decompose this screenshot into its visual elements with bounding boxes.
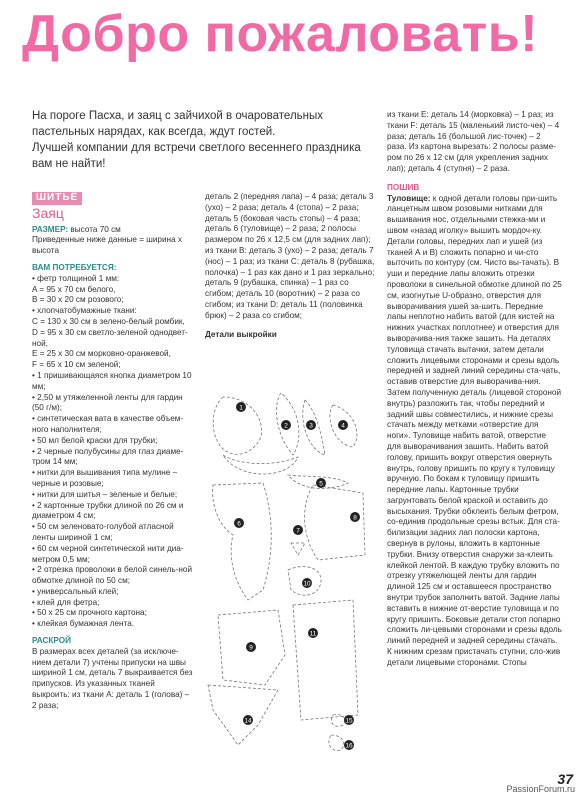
list-item: C = 130 x 30 см в зелено-белый ромбик, xyxy=(32,316,185,326)
column-left xyxy=(32,192,194,712)
piece-number-14: 14 xyxy=(244,717,252,725)
piece-number-2: 2 xyxy=(284,422,288,430)
list-item: • 1 пришивающаяся кнопка диаметром 10 мм; xyxy=(32,370,192,391)
list-item: • 50 мл белой краски для трубки; xyxy=(32,435,158,445)
piece-5-outline xyxy=(223,455,298,474)
site-watermark: PassionForum.ru xyxy=(506,784,575,794)
list-item: D = 95 x 30 см светло-зеленой однодвет-ной, xyxy=(32,327,188,348)
list-item: • универсальный клей; xyxy=(32,586,119,596)
pattern-label: Детали выкройки xyxy=(205,329,277,339)
list-item: • 50 x 25 см прочного картона; xyxy=(32,608,147,618)
intro-paragraph-1: На пороге Пасха, и заяц с зайчихой в очаровательных пастельных нарядах, как всегда, ждут гостей. xyxy=(32,110,324,138)
section-label: ШИТЬЁ xyxy=(32,192,82,205)
page-number: 37 xyxy=(557,771,573,787)
list-item: • 2,50 м утяжеленной ленты для гардин (50 г/м); xyxy=(32,392,183,413)
piece-8-outline xyxy=(305,485,365,560)
pattern-diagram xyxy=(203,385,373,783)
page-title: Добро пожаловать! xyxy=(22,5,539,63)
materials-heading: ВАМ ПОТРЕБУЕТСЯ: xyxy=(32,262,117,272)
sew-text: Туловище: к одной детали головы при-шить ланцетным швом розовыми нитками для вышивания нос, отдельными стежка-ми и швом «назад иголку» вышить мордоч-ку. Детали головы, передних лап и ушей (из тканей А и В) сложить попарно и чи-сто выточить по контуру (см. Чисто вы-тачать). В уши и передние лапы вложить отрезки проволоки в синельной обмотке длиной по 25 см, изогнутые U-образно, отверстия для выворачивания ушей за-шить. Передние лапы неплотно набить ватой (для кистей на нижних участках поплотнее) и отверстия для выворачива-ния также зашить. На деталях туловища стачать вытачки, затем детали сложить лицевыми сторонами и срезы вдоль передней и задней линий середины ста-чать, оставив отверстие для выворачива-ния. Затем полученную деталь (лицевой стороной внутрь) разложить так, чтобы передний и задний швы совместились, и нижние срезы стачать между метками «отверстие для ноги». Туловище набить ватой, отверстие для выворачивания зашить. Набить ватой голову, пришить вокруг отверстия овернуть внутрь, голову пришить по кругу к туловищу вручную. По бокам к туловищу пришить передние лапы. Картонные трубки загрунтовать белой краской и оставить до высыхания. Трубки обклеить белым фетром, со-единив продольные срезы встык. Для ста-билизации задних лап полоски картона, свернув в рулоны, вложить в картонные трубки. Внизу отверстия снаружи за-клеить клейкой лентой. В каждую трубку вложить по отрезку утяжелющей ленты для гардин длиной 125 см и оставшееся пространство внутри трубок заполнить ватой. Задние лапы вставить в нижние от-верстие туловища и по кругу пришить. Боковые детали стоп попарно сложить ли-цевыми сторонами и срезы вдоль линий передней и задней середины стачать. К нижним срезам пристачать ступни, сло-жив детали лицевыми сторонами. Стопы xyxy=(387,193,562,667)
list-item: F = 65 x 10 см зеленой; xyxy=(32,360,121,370)
parts-text: деталь 2 (передняя лапа) – 4 раза; деталь 3 (ухо) – 2 раза; деталь 4 (стопа) – 2 раза; деталь 5 (боковая часть стопы) – 4 раза; деталь 6 (туловище) – 2 раза; 2 полосы размером по 26 x 12,5 см (для задних лап); из ткани B: деталь 3 (ухо) – 2 раза; деталь 7 (нос) – 1 раз; из ткани C: деталь 8 (рубашка, полочка) – 1 раз как дано и 1 раз зеркально; деталь 9 (рубашка, спинка) – 1 раз со сгибом; деталь 10 (воротник) – 2 раза со сгибом; из ткани D: деталь 11 (половинка брюк) – 2 раза со сгибом; xyxy=(205,192,375,320)
intro-text xyxy=(32,108,382,172)
cutting-continued: из ткани E: деталь 14 (морковка) – 1 раз; из ткани F: деталь 15 (маленький листо-чек) – 4 раза; деталь 16 (большой лис-точек) – 2 раза. Из картона вырезать: 2 полосы разме-ром по 26 x 12 см (для укрепления задних лап); деталь 4 (ступня) – 2 раза. xyxy=(387,110,560,173)
piece-number-4: 4 xyxy=(341,422,345,430)
list-item: • 2 картонные трубки длиной по 26 см и диаметром 4 см; xyxy=(32,500,184,521)
piece-number-1: 1 xyxy=(239,404,243,412)
list-item: • 50 см зеленовато-голубой атласной ленты шириной 1 см; xyxy=(32,522,174,542)
column-middle xyxy=(205,192,375,340)
cut-text: В размерах всех деталей (за исключе-нием детали 7) учтены припуски на швы шириной 1 см, деталь 7 выкраивается без припусков. Из указанных тканей выкроить: из ткани А: деталь 1 (голова) – 2 раза; xyxy=(32,646,193,710)
size-note: Приведенные ниже данные = ширина х высота xyxy=(32,235,182,256)
piece-number-9: 9 xyxy=(249,644,253,652)
list-item: • нитки для шитья – зеленые и белые; xyxy=(32,489,178,499)
piece-number-10: 10 xyxy=(303,580,311,588)
piece-6-outline xyxy=(213,483,272,600)
sew-heading: ПОШИВ xyxy=(387,182,420,192)
size-line: РАЗМЕР: высота 70 см xyxy=(32,224,121,234)
list-item: E = 25 x 30 см морковно-оранжевой, xyxy=(32,349,171,359)
piece-number-3: 3 xyxy=(309,422,313,430)
column-right xyxy=(387,110,562,669)
list-item: • синтетическая вата в качестве объем-ного наполнителя; xyxy=(32,414,184,434)
list-item: • нитки для вышивания типа мулине – черные и розовые; xyxy=(32,468,178,488)
list-item: • клей для фетра; xyxy=(32,597,100,607)
piece-11-outline xyxy=(293,600,358,720)
pattern-pieces-svg xyxy=(203,385,373,783)
piece-number-16: 16 xyxy=(345,742,353,750)
toy-title: Заяц xyxy=(32,204,64,221)
piece-number-15: 15 xyxy=(345,717,353,725)
list-item: • 60 см черной синтетической нити диа-метром 0,5 мм; xyxy=(32,543,184,564)
piece-16-outline xyxy=(329,735,344,751)
piece-number-7: 7 xyxy=(296,527,300,535)
piece-number-5: 5 xyxy=(319,480,323,488)
cut-heading: РАСКРОЙ xyxy=(32,636,71,646)
piece-number-11: 11 xyxy=(309,630,317,638)
list-item: • хлопчатобумажные ткани: xyxy=(32,306,137,316)
intro-paragraph-2: Лучшей компании для встречи светлого весеннего праздника вам не найти! xyxy=(32,142,361,170)
piece-number-8: 8 xyxy=(353,514,357,522)
list-item: • клейкая бумажная лента. xyxy=(32,619,135,629)
list-item: A = 95 x 70 см белого, xyxy=(32,284,116,294)
list-item: • фетр толщиной 1 мм: xyxy=(32,273,120,283)
list-item: • 2 черные полубусины для глаз диаме-тром 14 мм; xyxy=(32,446,184,467)
piece-14-outline xyxy=(208,685,278,745)
list-item: B = 30 x 20 см розового; xyxy=(32,295,124,305)
piece-7-outline xyxy=(291,543,305,555)
list-item: • 2 отрезка проволоки в белой синель-ной обмотке длиной по 50 см; xyxy=(32,565,193,586)
piece-number-6: 6 xyxy=(237,520,241,528)
materials-list xyxy=(32,274,194,630)
